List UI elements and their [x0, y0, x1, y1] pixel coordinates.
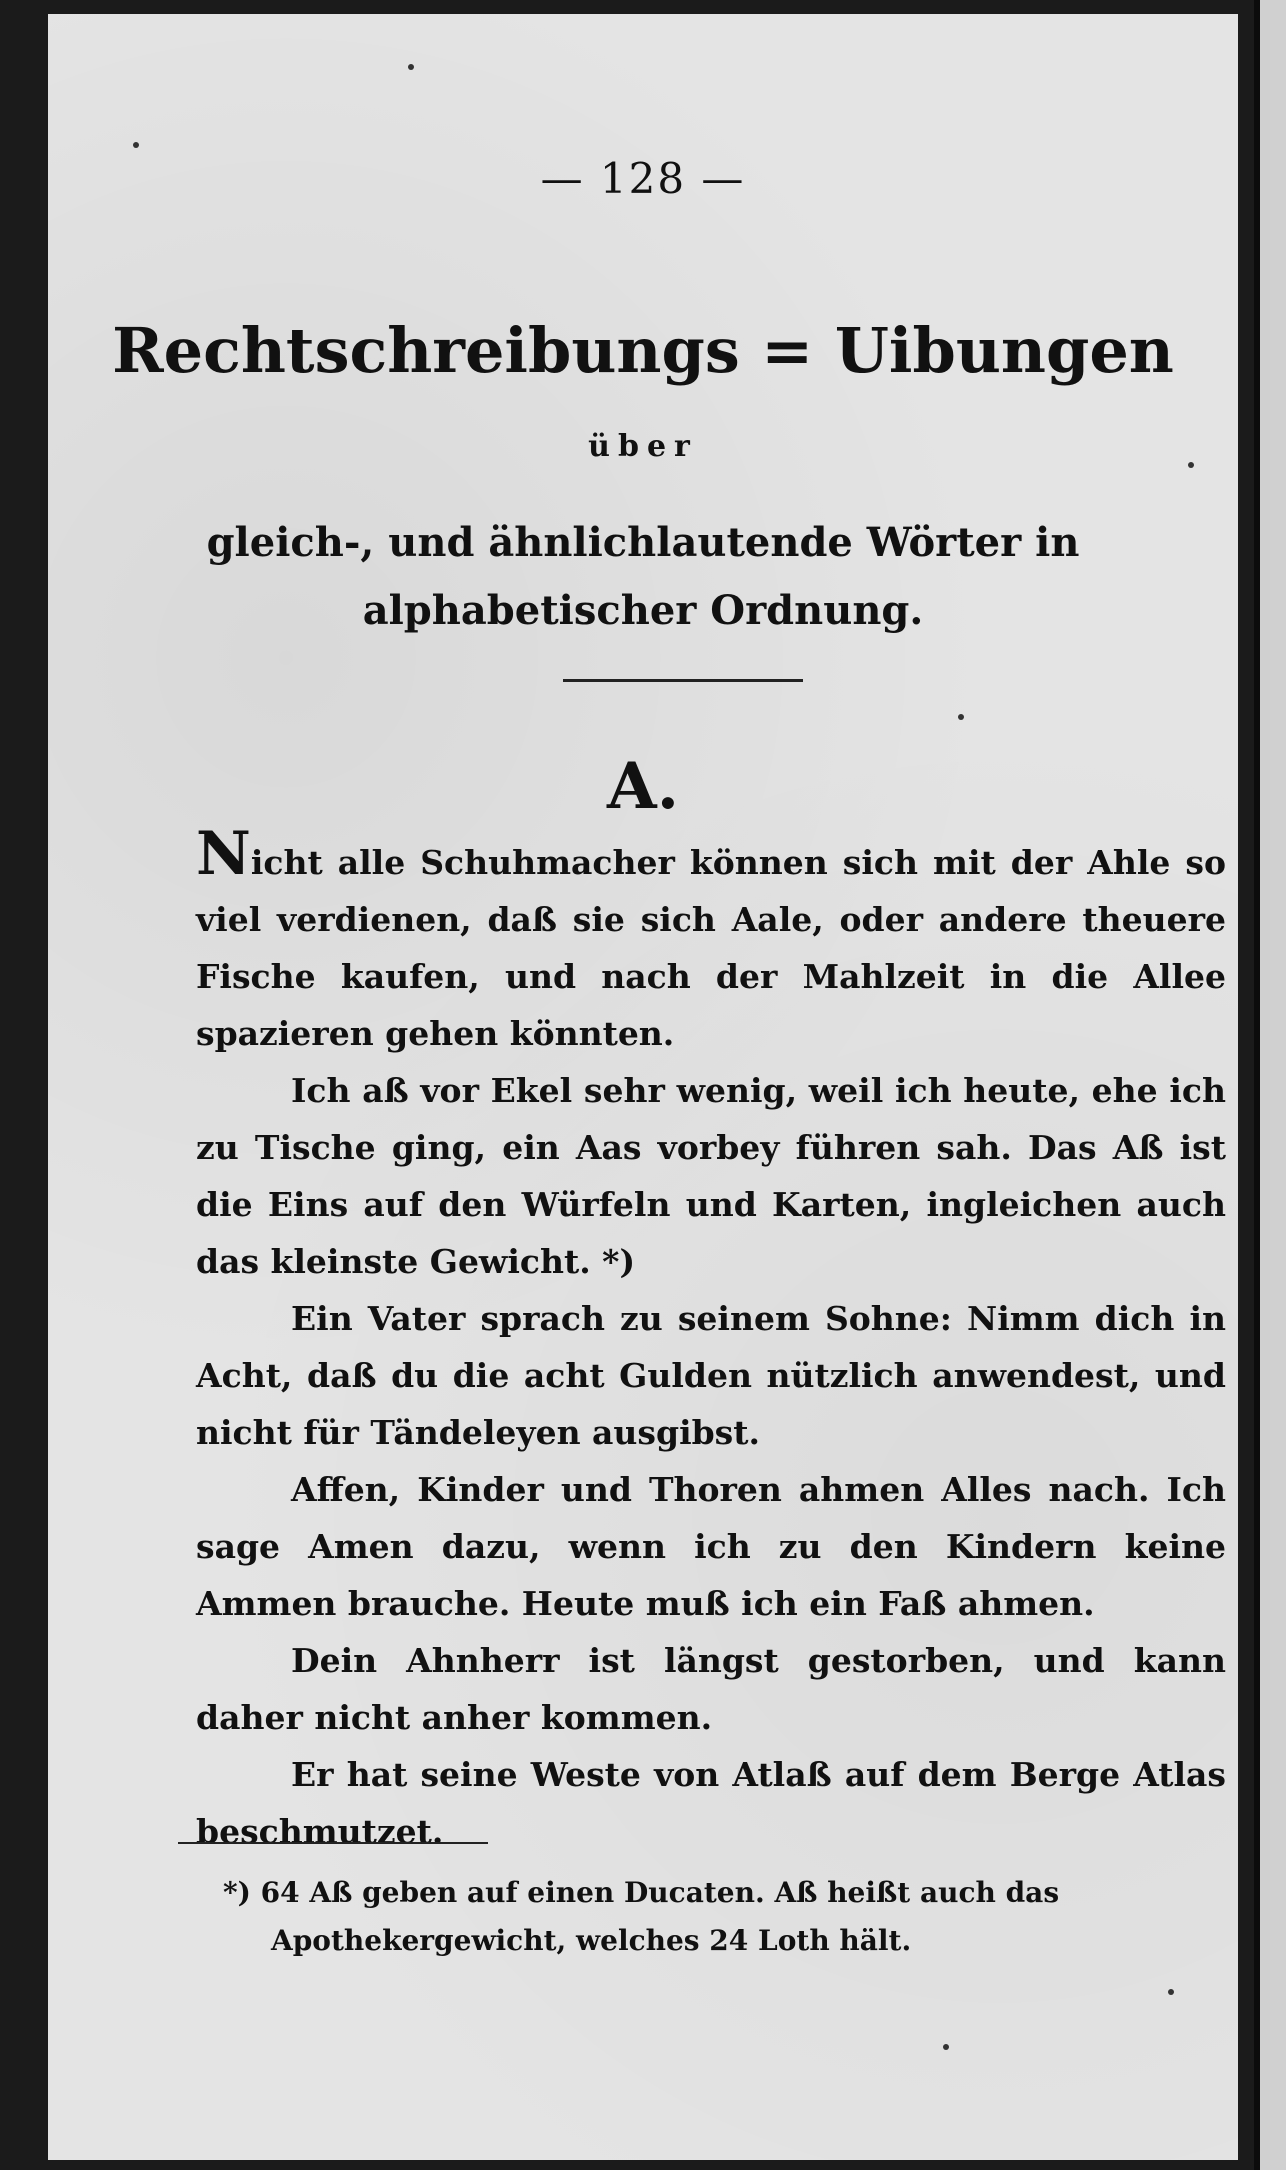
print-speck [958, 714, 964, 720]
paragraph: Er hat seine Weste von Atlaß auf dem Berge Atlas beschmutzet. [196, 1755, 1226, 1851]
paragraph: Ich aß vor Ekel sehr wenig, weil ich heute, ehe ich zu Tische ging, ein Aas vorbey führen sah. Das Aß ist die Eins auf den Würfeln und Karten, ingleichen auch das kleinste Gewicht. *) [196, 1071, 1226, 1281]
paragraph: Affen, Kinder und Thoren ahmen Alles nach. Ich sage Amen dazu, wenn ich zu den Kindern keine Ammen brauche. Heute muß ich ein Faß ahmen. [196, 1470, 1226, 1623]
print-speck [408, 64, 414, 70]
paragraph-text: icht alle Schuhmacher können sich mit der Ahle so viel verdienen, daß sie sich Aale, oder andere theuere Fische kaufen, und nach der Mahlzeit in die Allee spazieren gehen könnten. [196, 843, 1226, 1053]
section-heading: A. [607, 749, 679, 824]
print-speck [943, 2044, 949, 2050]
footnote-line: *) 64 Aß geben auf einen Ducaten. Aß heißt auch das [223, 1876, 1060, 1909]
drop-cap: N [196, 819, 251, 889]
book-page [48, 14, 1238, 2160]
title-divider [563, 679, 803, 682]
paragraph: Dein Ahnherr ist längst gestorben, und kann daher nicht anher kommen. [196, 1641, 1226, 1737]
print-speck [1188, 462, 1194, 468]
page-title: Rechtschreibungs = Uibungen [112, 314, 1174, 387]
footnote-line: Apothekergewicht, welches 24 Loth hält. [271, 1924, 912, 1957]
paragraph: Ein Vater sprach zu seinem Sohne: Nimm dich in Acht, daß du die acht Gulden nützlich anwendest, und nicht für Tändeleyen ausgibst. [196, 1299, 1226, 1452]
adjacent-page-edge [1254, 0, 1286, 2170]
page-number: — 128 — [540, 154, 746, 203]
footnote [223, 1869, 1213, 1965]
body-text [196, 819, 1226, 1860]
paragraph [196, 819, 1226, 1062]
footnote-divider [178, 1842, 488, 1844]
title-connector: über [588, 429, 698, 464]
print-speck [133, 142, 139, 148]
print-speck [1168, 1989, 1174, 1995]
page-subtitle: gleich-, und ähnlichlautende Wörter in alphabetischer Ordnung. [206, 519, 1080, 634]
